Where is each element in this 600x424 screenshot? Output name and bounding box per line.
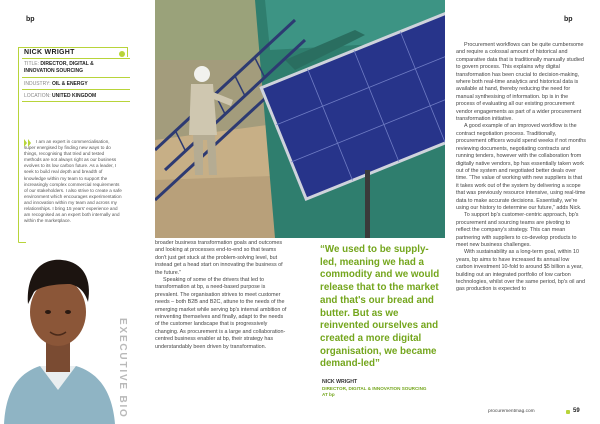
- bio-title-field: [24, 61, 124, 74]
- bio-industry-field: [24, 81, 88, 88]
- footer-site-link[interactable]: procurementmag.com: [488, 409, 535, 414]
- paragraph: With sustainability as a long-term goal, within 10 years, bp aims to have increased its annual low carbon investment 10-fold to around $5 billion a year, building out an integrated portfolio of low carbon technologies, whilst over the same period, bp's oil and gas production is expected to: [456, 249, 585, 293]
- paragraph: To support bp's customer-centric approach, bp's procurement and sourcing teams are pivoting to reflect the company's strategy. This can mean partnering with suppliers to co-develop products to meet new business challenges.: [456, 212, 579, 248]
- bio-location-field: [24, 93, 96, 100]
- bio-field-key: LOCATION:: [24, 93, 51, 99]
- bio-divider: [22, 77, 130, 78]
- bio-text: I am an expert in commercialisation, super energised by finding new ways to do things, recognising that tried and tested methods are not always right as our business evolves to its low carbon future. As a leader, I seek to build real depth and breadth of knowledge within my team to support the increasingly complex commercial requirements of our stakeholders. I also strive to create a safe environment which encourages experimentation and innovation within my team and across my relationships. I bring 15 years' experience and am recognised as an expert both internally and within the marketplace.: [24, 139, 122, 224]
- portrait-image: [0, 240, 115, 424]
- bio-field-key: TITLE:: [24, 61, 40, 67]
- footer-badge-icon: [566, 410, 570, 414]
- bio-field-value: UNITED KINGDOM: [51, 93, 97, 99]
- executive-bio-label: EXECUTIVE BIO: [117, 318, 128, 419]
- solar-panel-photo: [155, 0, 445, 238]
- bio-field-value: OIL & ENERGY: [51, 81, 88, 87]
- paragraph: Speaking of some of the drivers that led to transformation at bp, a need-based purpose is prevalent. The organisation strives to meet customer needs – both B2B and B2C, attune to the needs of the emerging market while serving bp's internal ambition of reinventing themselves and finally, adapt to the needs of the customer landscape that is progressively changing. As procurement is a large and collaboration-centred business enabler at bp, their strategy has understandably been driven by transformation.: [155, 277, 287, 350]
- bio-badge-icon: [119, 51, 125, 57]
- article-column-right: [456, 42, 586, 294]
- page-number: 59: [573, 408, 580, 414]
- bio-field-value: DIRECTOR, DIGITAL & INNOVATION SOURCING: [24, 61, 94, 74]
- brand-right: bp: [564, 16, 573, 23]
- paragraph: A good example of an improved workflow is the contract negotiation process. Traditionally, procurement officers would spend weeks if not months reviewing documents, negotiating contracts and running tenders, however with the collaboration from digitally native vendors, bp has essentially taken work out of the system and negotiated better deals over time. “The value of working with new suppliers is that it takes work out of the system by delivering a scope that was previously resource intensive, using real-time data to make accurate decisions. Essentially, we're using our history to determine our future,” adds Nick.: [456, 123, 586, 211]
- paragraph: Procurement workflows can be quite cumbersome and require a colossal amount of historical and comparative data that is traditionally manually studied to govern process. This explains why digital transformation has been crucial to decision-making, where both real-time analytics and historical data is available at hand, thereby reducing the need for manual synthesising of information. bp is in the process of evaluating all our existing procurement vendor engagements as part of a wider procurement transformation initiative.: [456, 42, 584, 123]
- article-column-left: [155, 240, 289, 351]
- bio-divider: [22, 89, 130, 90]
- bio-divider: [22, 58, 130, 59]
- bio-divider: [22, 101, 130, 102]
- brand-left: bp: [26, 16, 35, 23]
- bio-name: NICK WRIGHT: [24, 49, 75, 56]
- quote-attribution-name: NICK WRIGHT: [322, 379, 358, 385]
- quote-attribution-role: DIRECTOR, DIGITAL & INNOVATION SOURCING AT bp: [322, 386, 427, 397]
- pull-quote: “We used to be supply-led, meaning we had a commodity and we would release that to the market and that's our bread and butter. But as we reinvented ourselves and created a more digital organisation, we became demand-led”: [320, 244, 440, 370]
- paragraph: broader business transformation goals and outcomes and looking at processes end-to-end so that teams don't just get stuck at the problem-solving level, but instead get a head start on innovating the business of the future.”: [155, 240, 283, 276]
- bio-field-key: INDUSTRY:: [24, 81, 51, 87]
